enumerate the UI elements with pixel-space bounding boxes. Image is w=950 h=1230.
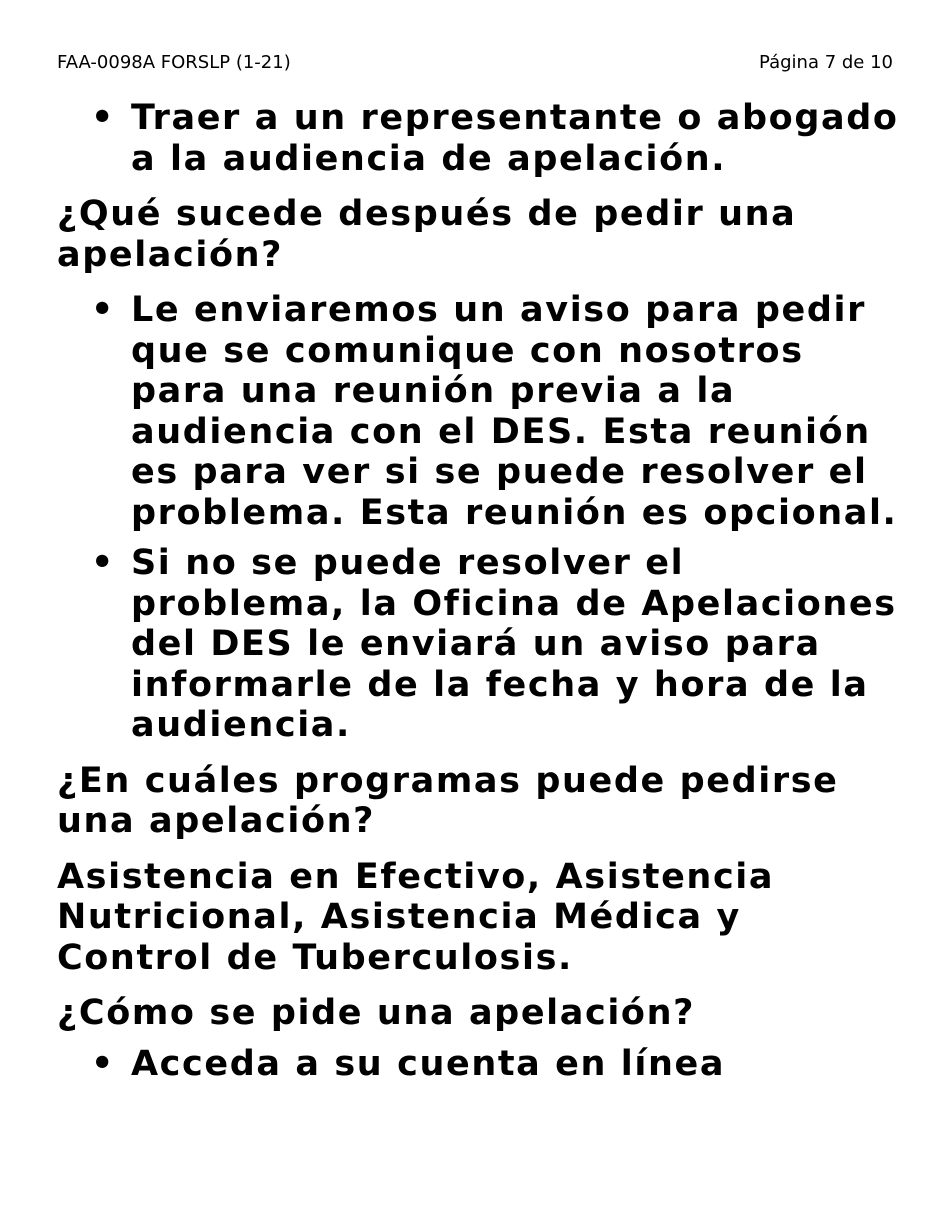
page-header bbox=[57, 52, 893, 76]
bullet-list bbox=[57, 98, 907, 179]
bullet-icon: • bbox=[91, 1043, 115, 1084]
bullet-icon: • bbox=[91, 543, 115, 583]
list-item bbox=[57, 543, 907, 746]
list-item bbox=[57, 290, 907, 533]
bullet-list bbox=[57, 290, 907, 746]
list-item bbox=[57, 1044, 907, 1085]
bullet-list bbox=[57, 1044, 907, 1085]
section-heading: ¿Qué sucede después de pedir una apelación? bbox=[57, 194, 797, 275]
section-heading: ¿En cuáles programas puede pedirse una apelación? bbox=[57, 760, 839, 841]
list-item bbox=[57, 98, 907, 179]
list-item-text: Acceda a su cuenta en línea bbox=[131, 1043, 726, 1084]
section-heading: ¿Cómo se pide una apelación? bbox=[57, 993, 695, 1033]
list-item-text: Le enviaremos un aviso para pedir que se comunique con nosotros para una reunión previa a la audiencia con el DES. Esta reunión es para ver si se puede resolver el problema. Esta reunión es opcional. bbox=[131, 290, 898, 533]
list-item-text: Traer a un representante o abogado a la audiencia de apelación. bbox=[131, 98, 899, 179]
programs-paragraph: Asistencia en Efectivo, Asistencia Nutricional, Asistencia Médica y Control de Tuberculosis. bbox=[57, 856, 775, 978]
form-code: FAA-0098A FORSLP (1-21) bbox=[57, 52, 291, 73]
page-number: Página 7 de 10 bbox=[759, 52, 893, 73]
document-body bbox=[57, 98, 907, 1084]
list-item-text: Si no se puede resolver el problema, la Oficina de Apelaciones del DES le enviará un aviso para informarle de la fecha y hora de la audiencia. bbox=[131, 543, 897, 745]
bullet-icon: • bbox=[91, 290, 115, 330]
bullet-icon: • bbox=[91, 98, 115, 138]
